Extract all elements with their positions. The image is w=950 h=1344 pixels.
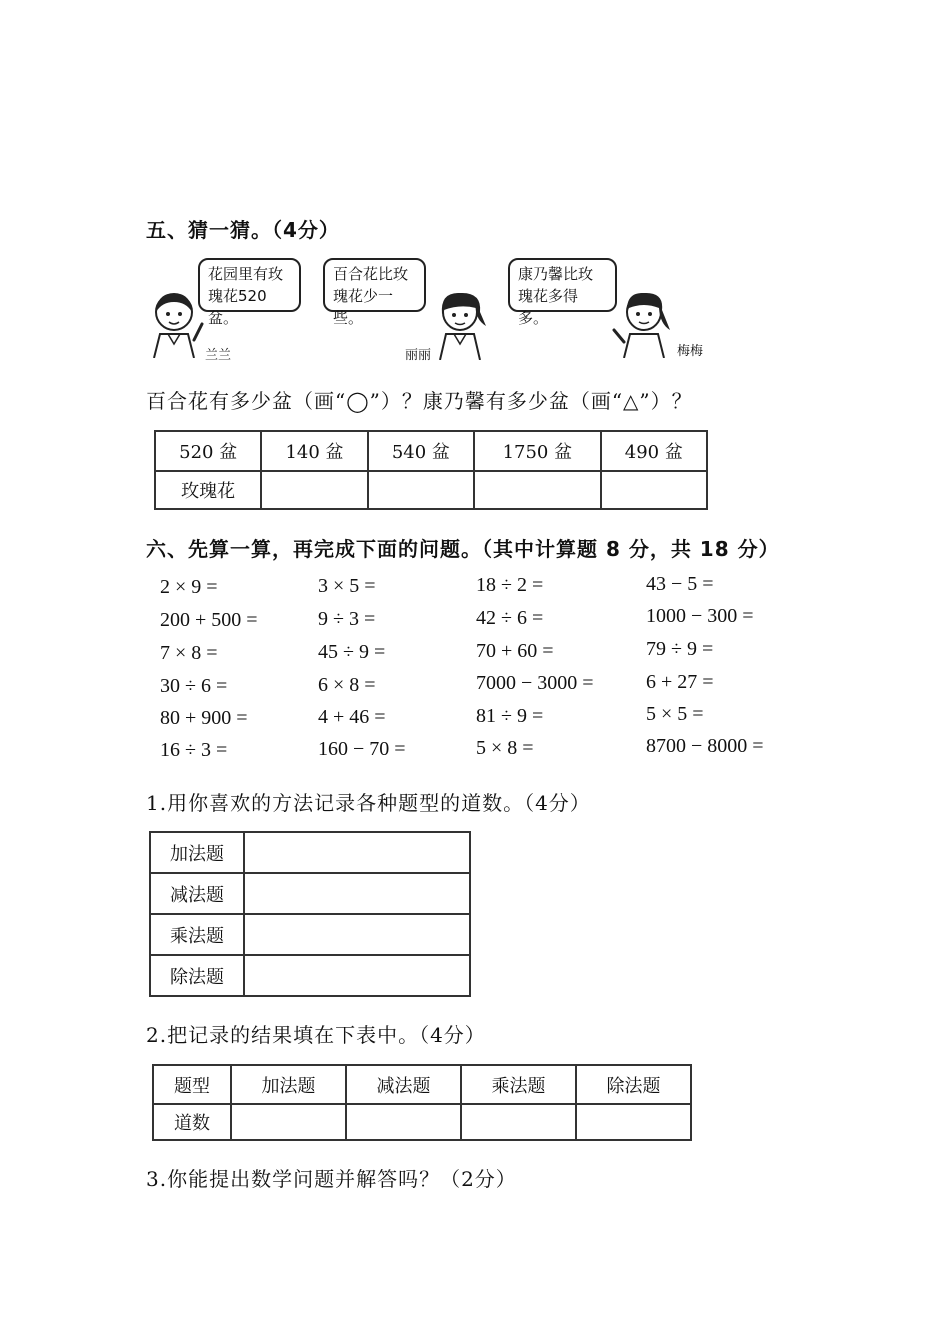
answer-cell[interactable] <box>601 471 707 509</box>
result-row-label: 道数 <box>153 1104 231 1140</box>
calc-item: 18 ÷ 2 = <box>476 574 544 596</box>
record-table <box>149 831 471 997</box>
result-table <box>152 1064 692 1141</box>
calc-item: 45 ÷ 9 = <box>318 641 386 663</box>
girl-meimei-illustration <box>612 290 678 358</box>
calc-item: 7 × 8 = <box>160 642 218 664</box>
name-meimei: 梅梅 <box>677 344 704 359</box>
calc-item: 80 + 900 = <box>160 707 248 729</box>
result-header: 题型 <box>153 1065 231 1104</box>
calc-item: 160 − 70 = <box>318 738 406 760</box>
question-2: 2.把记录的结果填在下表中。（4分） <box>146 1023 486 1047</box>
record-cell[interactable] <box>244 955 470 996</box>
calc-item: 3 × 5 = <box>318 575 376 597</box>
option-cell: 540 盆 <box>368 431 474 471</box>
calc-item: 43 − 5 = <box>646 573 714 595</box>
record-cell[interactable] <box>244 914 470 955</box>
flower-table <box>154 430 708 510</box>
result-header: 加法题 <box>231 1065 346 1104</box>
option-cell: 490 盆 <box>601 431 707 471</box>
calc-item: 30 ÷ 6 = <box>160 675 228 697</box>
result-header: 减法题 <box>346 1065 461 1104</box>
calc-item: 81 ÷ 9 = <box>476 705 544 727</box>
question-1: 1.用你喜欢的方法记录各种题型的道数。（4分） <box>146 791 591 815</box>
girl-lili-illustration <box>430 290 495 360</box>
bubble-meimei: 康乃馨比玫瑰花多得多。 <box>508 258 617 312</box>
calc-item: 9 ÷ 3 = <box>318 608 376 630</box>
bubble-lili: 百合花比玫瑰花少一些。 <box>323 258 426 312</box>
calc-item: 8700 − 8000 = <box>646 735 764 757</box>
calc-item: 1000 − 300 = <box>646 605 754 627</box>
record-row-label: 乘法题 <box>150 914 244 955</box>
calc-item: 5 × 5 = <box>646 703 704 725</box>
section-5-title: 五、猜一猜。（4分） <box>146 218 340 242</box>
calc-item: 16 ÷ 3 = <box>160 739 228 761</box>
bubble-lanlan: 花园里有玫瑰花520盆。 <box>198 258 301 312</box>
calc-item: 2 × 9 = <box>160 576 218 598</box>
calc-item: 5 × 8 = <box>476 737 534 759</box>
answer-cell[interactable] <box>368 471 474 509</box>
option-cell: 520 盆 <box>155 431 261 471</box>
result-cell[interactable] <box>231 1104 346 1140</box>
calc-item: 79 ÷ 9 = <box>646 638 714 660</box>
calc-item: 4 + 46 = <box>318 706 386 728</box>
name-lili: 丽丽 <box>405 348 432 363</box>
result-header: 乘法题 <box>461 1065 576 1104</box>
answer-cell[interactable] <box>474 471 601 509</box>
record-row-label: 加法题 <box>150 832 244 873</box>
result-cell[interactable] <box>461 1104 576 1140</box>
result-cell[interactable] <box>346 1104 461 1140</box>
record-row-label: 除法题 <box>150 955 244 996</box>
result-header: 除法题 <box>576 1065 691 1104</box>
answer-cell[interactable] <box>261 471 367 509</box>
result-cell[interactable] <box>576 1104 691 1140</box>
calc-item: 70 + 60 = <box>476 640 554 662</box>
option-cell: 1750 盆 <box>474 431 601 471</box>
calc-item: 200 + 500 = <box>160 609 258 631</box>
record-cell[interactable] <box>244 832 470 873</box>
option-cell: 140 盆 <box>261 431 367 471</box>
calc-item: 6 + 27 = <box>646 671 714 693</box>
section-5-question: 百合花有多少盆（画“◯”）？康乃馨有多少盆（画“△”）？ <box>146 389 693 413</box>
question-3: 3.你能提出数学问题并解答吗？（2分） <box>146 1167 517 1191</box>
record-cell[interactable] <box>244 873 470 914</box>
section-6-title: 六、先算一算，再完成下面的问题。（其中计算题 8 分，共 18 分） <box>146 537 780 561</box>
record-row-label: 减法题 <box>150 873 244 914</box>
calc-item: 42 ÷ 6 = <box>476 607 544 629</box>
calc-item: 7000 − 3000 = <box>476 672 594 694</box>
row-label-rose: 玫瑰花 <box>155 471 261 509</box>
calc-item: 6 × 8 = <box>318 674 376 696</box>
name-lanlan: 兰兰 <box>205 348 232 363</box>
